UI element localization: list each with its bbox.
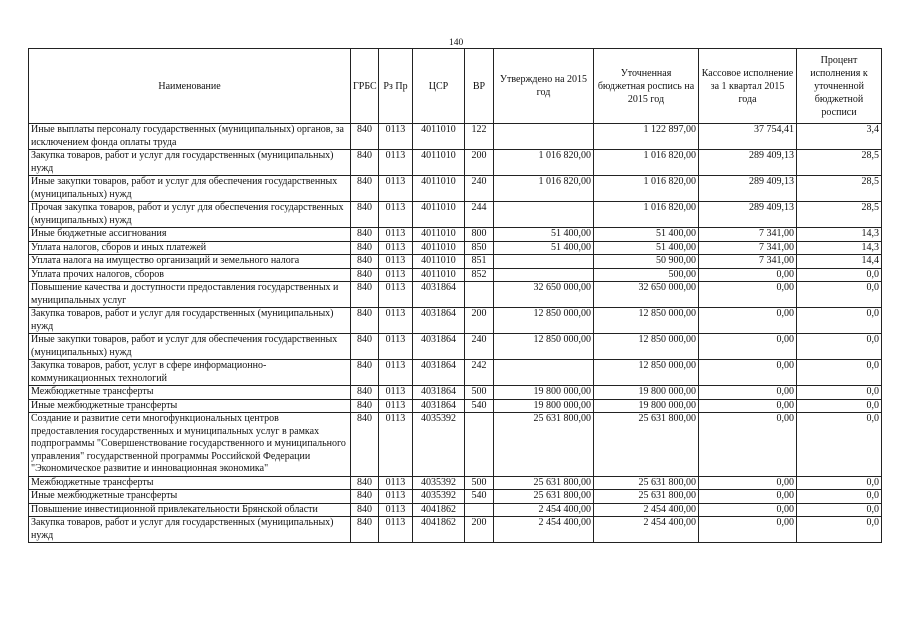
cell-grbs: 840 (351, 503, 379, 517)
page-number: 140 (449, 38, 464, 48)
header-csr: ЦСР (413, 49, 465, 124)
cell-rzpr: 0113 (379, 308, 413, 334)
cell-cash: 0,00 (699, 360, 797, 386)
budget-table (28, 48, 882, 543)
cell-csr: 4041862 (413, 517, 465, 543)
cell-grbs: 840 (351, 517, 379, 543)
table-row (29, 241, 882, 255)
cell-percent: 14,4 (797, 255, 882, 269)
cell-vr: 242 (465, 360, 494, 386)
cell-percent: 0,0 (797, 399, 882, 413)
cell-vr: 240 (465, 176, 494, 202)
cell-csr: 4011010 (413, 176, 465, 202)
cell-approved: 1 016 820,00 (494, 150, 594, 176)
cell-csr: 4011010 (413, 228, 465, 242)
cell-cash: 7 341,00 (699, 228, 797, 242)
cell-refined: 50 900,00 (594, 255, 699, 269)
cell-grbs: 840 (351, 360, 379, 386)
table-row (29, 268, 882, 282)
cell-rzpr: 0113 (379, 399, 413, 413)
cell-approved: 19 800 000,00 (494, 399, 594, 413)
cell-rzpr: 0113 (379, 124, 413, 150)
cell-refined: 1 016 820,00 (594, 202, 699, 228)
cell-cash: 289 409,13 (699, 176, 797, 202)
cell-name: Создание и развитие сети многофункциональных центров предоставления государственных и муниципальных услуг в рамках подпрограммы "Совершенствование государственного и муниципального управления" государственной программы Российской Федерации "Экономическое развитие и инновационная экономика" (29, 413, 351, 477)
cell-rzpr: 0113 (379, 360, 413, 386)
table-row (29, 517, 882, 543)
cell-name: Иные бюджетные ассигнования (29, 228, 351, 242)
cell-csr: 4031864 (413, 282, 465, 308)
cell-grbs: 840 (351, 202, 379, 228)
table-row (29, 124, 882, 150)
cell-grbs: 840 (351, 476, 379, 490)
cell-csr: 4011010 (413, 124, 465, 150)
cell-csr: 4031864 (413, 386, 465, 400)
cell-rzpr: 0113 (379, 241, 413, 255)
cell-refined: 19 800 000,00 (594, 386, 699, 400)
table-row (29, 386, 882, 400)
header-grbs: ГРБС (351, 49, 379, 124)
cell-csr: 4011010 (413, 268, 465, 282)
header-name: Наименование (29, 49, 351, 124)
cell-name: Прочая закупка товаров, работ и услуг для обеспечения государственных (муниципальных) нужд (29, 202, 351, 228)
cell-cash: 0,00 (699, 334, 797, 360)
table-row (29, 150, 882, 176)
cell-approved: 32 650 000,00 (494, 282, 594, 308)
header-percent: Процент исполнения к уточненной бюджетной росписи (797, 49, 882, 124)
table-row (29, 228, 882, 242)
cell-grbs: 840 (351, 399, 379, 413)
cell-vr: 852 (465, 268, 494, 282)
cell-grbs: 840 (351, 413, 379, 477)
cell-approved: 51 400,00 (494, 241, 594, 255)
cell-cash: 289 409,13 (699, 202, 797, 228)
cell-approved: 2 454 400,00 (494, 503, 594, 517)
cell-rzpr: 0113 (379, 255, 413, 269)
cell-name: Повышение инвестиционной привлекательности Брянской области (29, 503, 351, 517)
cell-name: Уплата налогов, сборов и иных платежей (29, 241, 351, 255)
cell-rzpr: 0113 (379, 282, 413, 308)
cell-name: Уплата налога на имущество организаций и земельного налога (29, 255, 351, 269)
cell-csr: 4011010 (413, 150, 465, 176)
header-vr: ВР (465, 49, 494, 124)
cell-refined: 12 850 000,00 (594, 360, 699, 386)
header-cash: Кассовое исполнение за 1 квартал 2015 года (699, 49, 797, 124)
cell-csr: 4031864 (413, 334, 465, 360)
cell-approved: 1 016 820,00 (494, 176, 594, 202)
table-row (29, 255, 882, 269)
cell-approved (494, 255, 594, 269)
cell-name: Межбюджетные трансферты (29, 476, 351, 490)
cell-name: Закупка товаров, работ и услуг для государственных (муниципальных) нужд (29, 308, 351, 334)
cell-grbs: 840 (351, 241, 379, 255)
table-row (29, 399, 882, 413)
cell-name: Иные межбюджетные трансферты (29, 490, 351, 504)
cell-refined: 1 016 820,00 (594, 150, 699, 176)
cell-refined: 12 850 000,00 (594, 334, 699, 360)
cell-approved: 12 850 000,00 (494, 308, 594, 334)
cell-name: Повышение качества и доступности предоставления государственных и муниципальных услуг (29, 282, 351, 308)
table-row (29, 490, 882, 504)
cell-approved: 19 800 000,00 (494, 386, 594, 400)
cell-approved: 25 631 800,00 (494, 490, 594, 504)
cell-rzpr: 0113 (379, 490, 413, 504)
cell-name: Закупка товаров, работ и услуг для государственных (муниципальных) нужд (29, 150, 351, 176)
cell-cash: 37 754,41 (699, 124, 797, 150)
cell-approved (494, 268, 594, 282)
cell-cash: 289 409,13 (699, 150, 797, 176)
header-rzpr: Рз Пр (379, 49, 413, 124)
cell-rzpr: 0113 (379, 176, 413, 202)
cell-rzpr: 0113 (379, 517, 413, 543)
header-approved: Утверждено на 2015 год (494, 49, 594, 124)
cell-cash: 0,00 (699, 503, 797, 517)
table-row (29, 282, 882, 308)
cell-grbs: 840 (351, 308, 379, 334)
cell-refined: 2 454 400,00 (594, 503, 699, 517)
cell-cash: 7 341,00 (699, 241, 797, 255)
table-row (29, 202, 882, 228)
table-row (29, 308, 882, 334)
cell-grbs: 840 (351, 282, 379, 308)
cell-percent: 0,0 (797, 476, 882, 490)
cell-vr: 851 (465, 255, 494, 269)
table-header-row (29, 49, 882, 124)
table-row (29, 476, 882, 490)
cell-cash: 0,00 (699, 282, 797, 308)
cell-csr: 4011010 (413, 255, 465, 269)
cell-refined: 51 400,00 (594, 228, 699, 242)
cell-rzpr: 0113 (379, 476, 413, 490)
cell-vr (465, 413, 494, 477)
cell-rzpr: 0113 (379, 503, 413, 517)
cell-name: Закупка товаров, работ и услуг для государственных (муниципальных) нужд (29, 517, 351, 543)
cell-rzpr: 0113 (379, 202, 413, 228)
cell-cash: 0,00 (699, 476, 797, 490)
cell-csr: 4035392 (413, 476, 465, 490)
cell-percent: 28,5 (797, 176, 882, 202)
cell-csr: 4035392 (413, 413, 465, 477)
cell-grbs: 840 (351, 150, 379, 176)
cell-cash: 0,00 (699, 386, 797, 400)
cell-refined: 32 650 000,00 (594, 282, 699, 308)
cell-vr: 540 (465, 399, 494, 413)
cell-rzpr: 0113 (379, 334, 413, 360)
cell-approved: 2 454 400,00 (494, 517, 594, 543)
cell-cash: 0,00 (699, 399, 797, 413)
cell-percent: 0,0 (797, 334, 882, 360)
cell-grbs: 840 (351, 334, 379, 360)
cell-vr: 244 (465, 202, 494, 228)
cell-cash: 0,00 (699, 413, 797, 477)
cell-name: Иные закупки товаров, работ и услуг для обеспечения государственных (муниципальных) нужд (29, 334, 351, 360)
cell-approved (494, 360, 594, 386)
cell-grbs: 840 (351, 124, 379, 150)
cell-csr: 4031864 (413, 308, 465, 334)
cell-approved: 25 631 800,00 (494, 413, 594, 477)
cell-grbs: 840 (351, 176, 379, 202)
cell-vr: 540 (465, 490, 494, 504)
cell-csr: 4041862 (413, 503, 465, 517)
cell-percent: 14,3 (797, 228, 882, 242)
cell-grbs: 840 (351, 255, 379, 269)
cell-percent: 0,0 (797, 308, 882, 334)
cell-vr (465, 503, 494, 517)
cell-percent: 28,5 (797, 150, 882, 176)
cell-vr: 122 (465, 124, 494, 150)
cell-csr: 4035392 (413, 490, 465, 504)
cell-rzpr: 0113 (379, 386, 413, 400)
cell-percent: 0,0 (797, 268, 882, 282)
cell-refined: 1 122 897,00 (594, 124, 699, 150)
cell-percent: 14,3 (797, 241, 882, 255)
cell-approved: 51 400,00 (494, 228, 594, 242)
cell-name: Иные межбюджетные трансферты (29, 399, 351, 413)
cell-refined: 51 400,00 (594, 241, 699, 255)
table-row (29, 503, 882, 517)
cell-cash: 0,00 (699, 490, 797, 504)
cell-percent: 3,4 (797, 124, 882, 150)
cell-percent: 0,0 (797, 517, 882, 543)
table-row (29, 334, 882, 360)
cell-name: Уплата прочих налогов, сборов (29, 268, 351, 282)
cell-rzpr: 0113 (379, 150, 413, 176)
cell-approved (494, 124, 594, 150)
cell-refined: 1 016 820,00 (594, 176, 699, 202)
cell-vr: 200 (465, 308, 494, 334)
header-refined: Уточненная бюджетная роспись на 2015 год (594, 49, 699, 124)
cell-cash: 0,00 (699, 268, 797, 282)
cell-percent: 0,0 (797, 386, 882, 400)
table-body (29, 124, 882, 543)
cell-csr: 4011010 (413, 202, 465, 228)
cell-csr: 4011010 (413, 241, 465, 255)
cell-name: Межбюджетные трансферты (29, 386, 351, 400)
cell-name: Закупка товаров, работ, услуг в сфере информационно-коммуникационных технологий (29, 360, 351, 386)
cell-vr: 200 (465, 150, 494, 176)
cell-csr: 4031864 (413, 360, 465, 386)
cell-cash: 7 341,00 (699, 255, 797, 269)
cell-vr: 850 (465, 241, 494, 255)
cell-refined: 19 800 000,00 (594, 399, 699, 413)
cell-grbs: 840 (351, 386, 379, 400)
cell-rzpr: 0113 (379, 413, 413, 477)
cell-refined: 500,00 (594, 268, 699, 282)
cell-approved (494, 202, 594, 228)
cell-percent: 0,0 (797, 360, 882, 386)
cell-refined: 25 631 800,00 (594, 476, 699, 490)
cell-vr (465, 282, 494, 308)
cell-vr: 200 (465, 517, 494, 543)
cell-cash: 0,00 (699, 308, 797, 334)
cell-refined: 12 850 000,00 (594, 308, 699, 334)
cell-vr: 800 (465, 228, 494, 242)
cell-vr: 500 (465, 386, 494, 400)
cell-rzpr: 0113 (379, 268, 413, 282)
table-row (29, 360, 882, 386)
cell-grbs: 840 (351, 268, 379, 282)
cell-percent: 28,5 (797, 202, 882, 228)
table-row (29, 413, 882, 477)
cell-percent: 0,0 (797, 282, 882, 308)
cell-name: Иные закупки товаров, работ и услуг для обеспечения государственных (муниципальных) нужд (29, 176, 351, 202)
cell-rzpr: 0113 (379, 228, 413, 242)
cell-vr: 240 (465, 334, 494, 360)
cell-percent: 0,0 (797, 490, 882, 504)
cell-cash: 0,00 (699, 517, 797, 543)
cell-grbs: 840 (351, 490, 379, 504)
cell-approved: 25 631 800,00 (494, 476, 594, 490)
cell-refined: 2 454 400,00 (594, 517, 699, 543)
cell-refined: 25 631 800,00 (594, 413, 699, 477)
table-row (29, 176, 882, 202)
cell-refined: 25 631 800,00 (594, 490, 699, 504)
cell-vr: 500 (465, 476, 494, 490)
cell-name: Иные выплаты персоналу государственных (муниципальных) органов, за исключением фонда оплаты труда (29, 124, 351, 150)
cell-percent: 0,0 (797, 413, 882, 477)
cell-approved: 12 850 000,00 (494, 334, 594, 360)
cell-csr: 4031864 (413, 399, 465, 413)
cell-percent: 0,0 (797, 503, 882, 517)
cell-grbs: 840 (351, 228, 379, 242)
